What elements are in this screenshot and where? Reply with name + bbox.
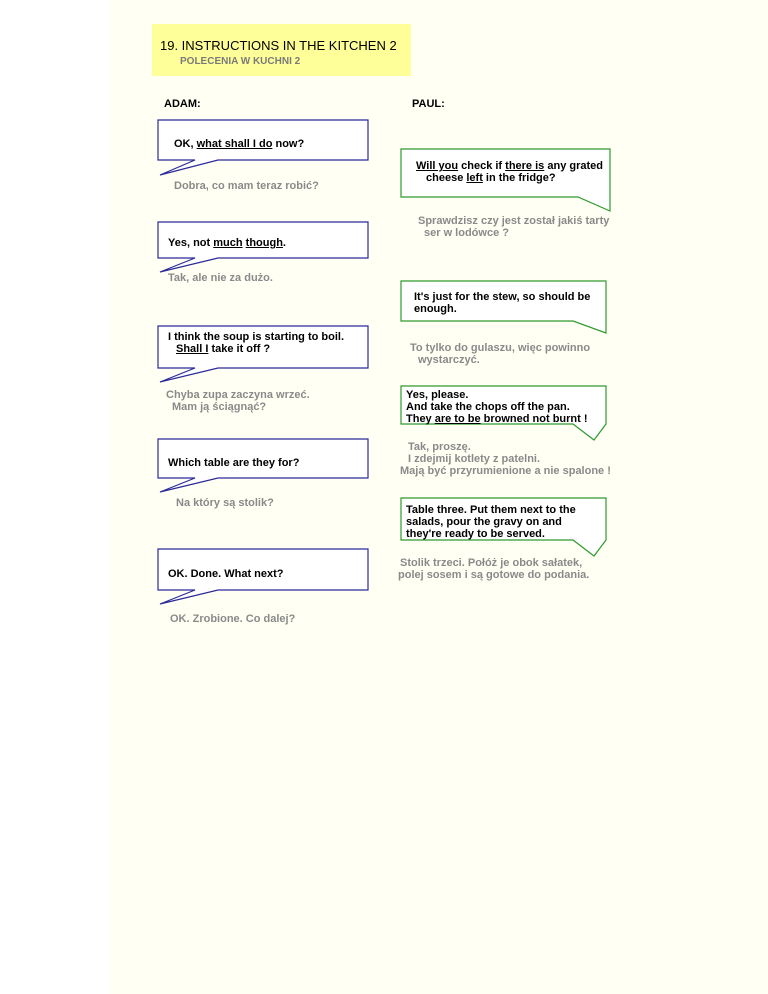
paul-translation-1a: Sprawdzisz czy jest został jakiś tarty: [418, 215, 610, 227]
paul-line-3a: Yes, please.: [406, 389, 469, 401]
adam-line-2: Yes, not much though.: [168, 237, 286, 249]
paul-translation-3c: Mają być przyrumienione a nie spalone !: [400, 465, 611, 477]
paul-line-4a: Table three. Put them next to the: [406, 504, 576, 516]
paul-translation-4a: Stolik trzeci. Połóż je obok sałatek,: [400, 557, 583, 569]
page-subtitle: POLECENIA W KUCHNI 2: [180, 56, 301, 67]
page-title: 19. INSTRUCTIONS IN THE KITCHEN 2: [160, 38, 397, 53]
paul-translation-1b: ser w lodówce ?: [424, 227, 509, 239]
paul-translation-4b: polej sosem i są gotowe do podania.: [398, 569, 590, 581]
adam-line-3a: I think the soup is starting to boil.: [168, 331, 344, 343]
adam-translation-3a: Chyba zupa zaczyna wrzeć.: [166, 389, 310, 401]
adam-translation-2: Tak, ale nie za dużo.: [168, 272, 273, 284]
adam-line-5: OK. Done. What next?: [168, 568, 284, 580]
speaker-paul: PAUL:: [412, 98, 445, 110]
paul-line-2a: It's just for the stew, so should be: [414, 291, 591, 303]
adam-line-1: OK, what shall I do now?: [174, 138, 305, 150]
paul-translation-3b: I zdejmij kotlety z patelni.: [408, 453, 541, 465]
adam-line-3b: Shall I take it off ?: [176, 343, 271, 355]
paul-line-4c: they're ready to be served.: [406, 528, 545, 540]
paul-line-4b: salads, pour the gravy on and: [406, 516, 562, 528]
paul-translation-2b: wystarczyć.: [418, 354, 480, 366]
paul-line-1a: Will you check if there is any grated: [416, 160, 603, 172]
paul-line-1b: cheese left in the fridge?: [426, 172, 556, 184]
paul-line-3b: And take the chops off the pan.: [406, 401, 570, 413]
adam-line-4: Which table are they for?: [168, 457, 300, 469]
speaker-adam: ADAM:: [164, 98, 201, 110]
adam-translation-1: Dobra, co mam teraz robić?: [174, 180, 319, 192]
adam-translation-5: OK. Zrobione. Co dalej?: [170, 613, 296, 625]
paul-translation-2a: To tylko do gulaszu, więc powinno: [410, 342, 591, 354]
paul-line-3c: They are to be browned not burnt !: [406, 413, 588, 425]
paul-line-2b: enough.: [414, 303, 457, 315]
adam-translation-4: Na który są stolik?: [176, 497, 274, 509]
adam-translation-3b: Mam ją ściągnąć?: [172, 401, 267, 413]
paul-translation-3a: Tak, proszę.: [408, 441, 471, 453]
